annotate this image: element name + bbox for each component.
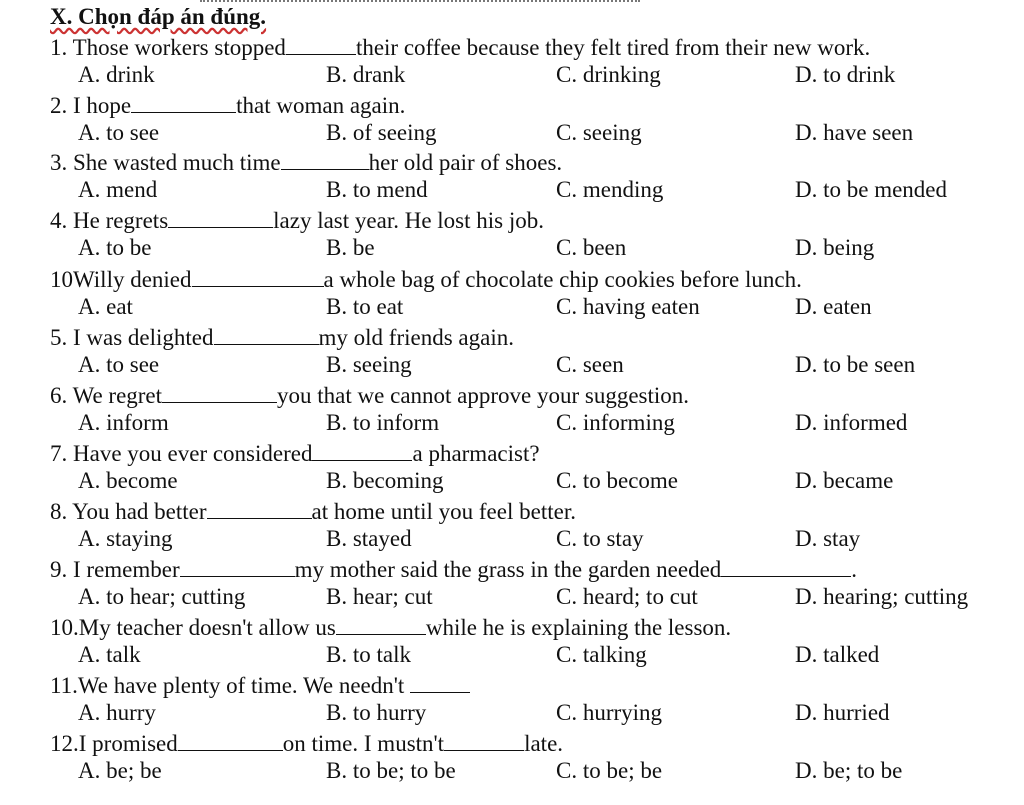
question-text-segment: 1. Those workers stopped xyxy=(50,35,286,60)
answer-blank xyxy=(410,672,470,693)
answer-blank xyxy=(721,556,851,577)
option-d: D. hurried xyxy=(795,700,890,725)
question-text-segment: 9. I remember xyxy=(50,557,180,582)
answer-blank xyxy=(214,324,319,345)
option-c: C. seen xyxy=(556,352,624,377)
answer-blank xyxy=(180,556,295,577)
question-text-segment: 5. I was delighted xyxy=(50,325,214,350)
option-b: B. drank xyxy=(326,62,406,87)
question-3-options xyxy=(0,177,1024,205)
answer-blank xyxy=(336,614,426,635)
answer-blank xyxy=(312,440,412,461)
question-12-options xyxy=(0,700,1024,728)
option-b: B. of seeing xyxy=(326,120,437,145)
option-b: B. to eat xyxy=(326,294,404,319)
answer-blank xyxy=(286,34,356,55)
question-11-options xyxy=(0,642,1024,670)
question-9-text xyxy=(50,498,1024,526)
option-c: C. to stay xyxy=(556,526,644,551)
question-4-text xyxy=(50,207,1024,235)
question-text-segment: while he is explaining the lesson. xyxy=(425,615,732,640)
question-13-text xyxy=(50,730,1024,758)
option-c: C. having eaten xyxy=(556,294,700,319)
question-text-segment: 10Willy denied xyxy=(50,267,192,292)
option-b: B. hear; cut xyxy=(326,584,433,609)
option-b: B. becoming xyxy=(326,468,444,493)
option-a: A. inform xyxy=(78,410,169,435)
question-7-text xyxy=(50,382,1024,410)
question-text-segment: 4. He regrets xyxy=(50,208,169,233)
answer-blank xyxy=(444,730,524,751)
question-text-segment: you that we cannot approve your suggestion. xyxy=(277,383,690,408)
option-a: A. talk xyxy=(78,642,141,667)
question-6-options xyxy=(0,352,1024,380)
question-text-segment: late. xyxy=(524,731,564,756)
option-c: C. hurrying xyxy=(556,700,663,725)
option-a: A. become xyxy=(78,468,178,493)
answer-blank xyxy=(162,382,277,403)
option-c: C. seeing xyxy=(556,120,642,145)
option-b: B. seeing xyxy=(326,352,412,377)
option-b: B. to mend xyxy=(326,177,428,202)
option-b: B. be xyxy=(326,235,375,260)
question-text-segment: on time. I mustn't xyxy=(282,731,445,756)
option-d: D. stay xyxy=(795,526,861,551)
question-5-options xyxy=(0,294,1024,322)
answer-blank xyxy=(168,207,273,228)
question-9-options xyxy=(0,526,1024,554)
option-d: D. informed xyxy=(795,410,908,435)
option-d: D. have seen xyxy=(795,120,914,145)
question-text-segment: a pharmacist? xyxy=(412,441,540,466)
question-4-options xyxy=(0,235,1024,263)
answer-blank xyxy=(207,498,312,519)
option-d: D. being xyxy=(795,235,875,260)
option-a: A. eat xyxy=(78,294,133,319)
answer-blank xyxy=(178,730,283,751)
answer-blank xyxy=(131,92,236,113)
question-text-segment: 2. I hope xyxy=(50,93,132,118)
option-a: A. drink xyxy=(78,62,155,87)
option-d: D. hearing; cutting xyxy=(795,584,969,609)
question-text-segment: 12.I promised xyxy=(50,731,178,756)
question-text-segment: a whole bag of chocolate chip cookies before lunch. xyxy=(323,267,802,292)
option-a: A. to see xyxy=(78,352,160,377)
option-a: A. to see xyxy=(78,120,160,145)
option-a: A. be; be xyxy=(78,758,162,783)
option-a: A. staying xyxy=(78,526,173,551)
question-1-text xyxy=(50,34,1024,62)
option-c: C. drinking xyxy=(556,62,661,87)
question-2-text xyxy=(50,92,1024,120)
question-text-segment: that woman again. xyxy=(236,93,406,118)
exercise-title: X. Chọn đáp án đúng. xyxy=(50,4,267,29)
question-8-text xyxy=(50,440,1024,468)
option-c: C. to be; be xyxy=(556,758,663,783)
option-b: B. to talk xyxy=(326,642,411,667)
question-3-text xyxy=(50,149,1024,177)
option-d: D. to be seen xyxy=(795,352,916,377)
option-d: D. eaten xyxy=(795,294,872,319)
option-a: A. to hear; cutting xyxy=(78,584,246,609)
option-d: D. to be mended xyxy=(795,177,948,202)
question-text-segment: . xyxy=(851,557,858,582)
option-c: C. mending xyxy=(556,177,664,202)
question-2-options xyxy=(0,120,1024,148)
question-text-segment: 7. Have you ever considered xyxy=(50,441,313,466)
question-text-segment: their coffee because they felt tired from their new work. xyxy=(355,35,871,60)
option-b: B. to be; to be xyxy=(326,758,456,783)
question-text-segment: 10.My teacher doesn't allow us xyxy=(50,615,336,640)
option-b: B. to hurry xyxy=(326,700,427,725)
question-12-text xyxy=(50,672,1024,700)
option-d: D. be; to be xyxy=(795,758,903,783)
option-c: C. informing xyxy=(556,410,675,435)
question-13-options xyxy=(0,758,1024,786)
option-c: C. to become xyxy=(556,468,678,493)
question-text-segment: 11.We have plenty of time. We needn't xyxy=(50,673,411,698)
question-10-text xyxy=(50,556,1024,584)
question-10-options xyxy=(0,584,1024,612)
question-7-options xyxy=(0,410,1024,438)
question-text-segment: lazy last year. He lost his job. xyxy=(273,208,544,233)
option-c: C. been xyxy=(556,235,627,260)
question-text-segment: 6. We regret xyxy=(50,383,163,408)
question-11-text xyxy=(50,614,1024,642)
question-text-segment: at home until you feel better. xyxy=(311,499,576,524)
question-text-segment: my mother said the grass in the garden needed xyxy=(294,557,722,582)
question-text-segment: 3. She wasted much time xyxy=(50,150,281,175)
option-a: A. to be xyxy=(78,235,152,260)
option-b: B. to inform xyxy=(326,410,440,435)
option-a: A. hurry xyxy=(78,700,156,725)
answer-blank xyxy=(281,149,369,170)
option-a: A. mend xyxy=(78,177,158,202)
question-text-segment: her old pair of shoes. xyxy=(368,150,563,175)
option-d: D. to drink xyxy=(795,62,896,87)
answer-blank xyxy=(192,266,324,287)
question-text-segment: 8. You had better xyxy=(50,499,207,524)
question-5-text xyxy=(50,266,1024,294)
question-text-segment: my old friends again. xyxy=(318,325,514,350)
option-c: C. heard; to cut xyxy=(556,584,698,609)
question-1-options xyxy=(0,62,1024,90)
option-b: B. stayed xyxy=(326,526,412,551)
question-8-options xyxy=(0,468,1024,496)
option-c: C. talking xyxy=(556,642,647,667)
option-d: D. became xyxy=(795,468,894,493)
option-d: D. talked xyxy=(795,642,880,667)
question-6-text xyxy=(50,324,1024,352)
